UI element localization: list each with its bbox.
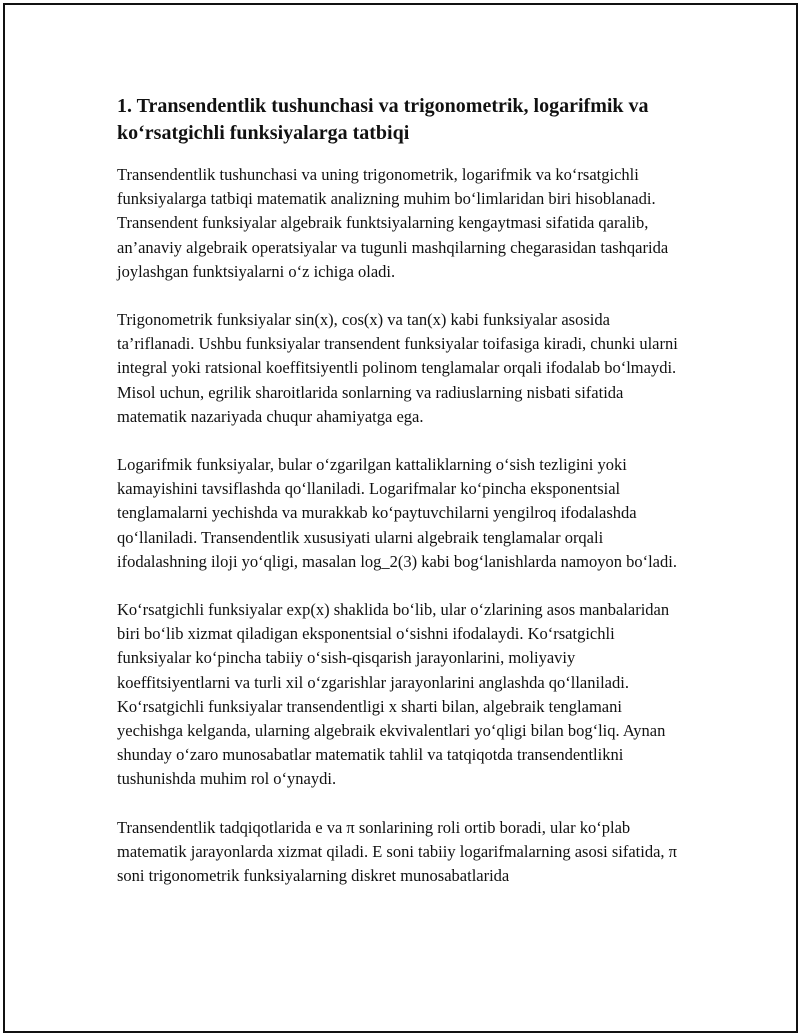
paragraph-trigonometric: Trigonometrik funksiyalar sin(x), cos(x) va tan(x) kabi funksiyalar asosida ta’riflanadi. Ushbu funksiyalar transendent funksiyalar toifasiga kiradi, chunki ularni integral yoki ratsional koeffitsiyentli polinom tenglamalar orqali ifodalab bo‘lmaydi. Misol uchun, egrilik sharoitlarida sonlarning va radiuslarning nisbati sifatida matematik nazariyada chuqur ahamiyatga ega. (117, 310, 678, 426)
paragraph-exponential: Ko‘rsatgichli funksiyalar exp(x) shaklida bo‘lib, ular o‘zlarining asos manbalaridan biri bo‘lib xizmat qiladigan eksponentsial o‘sishni ifodalaydi. Ko‘rsatgichli funksiyalar ko‘pincha tabiiy o‘sish-qisqarish jarayonlarini, moliyaviy koeffitsiyentlarni va turli xil o‘zgarishlar jarayonlarini anglashda qo‘llaniladi. Ko‘rsatgichli funksiyalar transendentligi x sharti bilan, algebraik tenglamani yechishga kelganda, ularning algebraik ekvivalentlari yo‘qligi bilan bog‘liq. Aynan shunday o‘zaro munosabatlar matematik tahlil va tatqiqotda transendentlikni tushunishda muhim rol o‘ynaydi. (117, 600, 670, 789)
paragraph-transcendence-intro: Transendentlik tushunchasi va uning trigonometrik, logarifmik va ko‘rsatgichli funksiyalarga tatbiqi matematik analizning muhim bo‘limlaridan biri hisoblanadi. Transendent funksiyalar algebraik funktsiyalarning kengaytmasi sifatida qaralib, an’anaviy algebraik operatsiyalar va tugunli mashqilarning chegarasidan tashqarida joylashgan funktsiyalarni o‘z ichiga oladi. (117, 165, 669, 281)
paragraph-e-and-pi: Transendentlik tadqiqotlarida e va π sonlarining roli ortib boradi, ular ko‘plab matematik jarayonlarda xizmat qiladi. E soni tabiiy logarifmalarning asosi sifatida, π soni trigonometrik funksiyalarning diskret munosabatlarida (117, 817, 678, 886)
paragraph-logarithmic: Logarifmik funksiyalar, bular o‘zgarilgan kattaliklarning o‘sish tezligini yoki kamayishini tavsiflashda qo‘llaniladi. Logarifmalar ko‘pincha eksponentsial tenglamalarni yechishda va murakkab ko‘paytuvchilarni yengilroq ifodalashda qo‘llaniladi. Transendentlik xususiyati ularni algebraik tenglamalar orqali ifodalashning iloji yo‘qligi, masalan log_2(3) kabi bog‘lanishlarda namoyon bo‘ladi. (117, 455, 677, 571)
section-heading: 1. Transendentlik tushunchasi va trigonometrik, logarifmik va ko‘rsatgichli funksiyalarga tatbiqi (117, 95, 649, 144)
document-body (117, 93, 689, 912)
